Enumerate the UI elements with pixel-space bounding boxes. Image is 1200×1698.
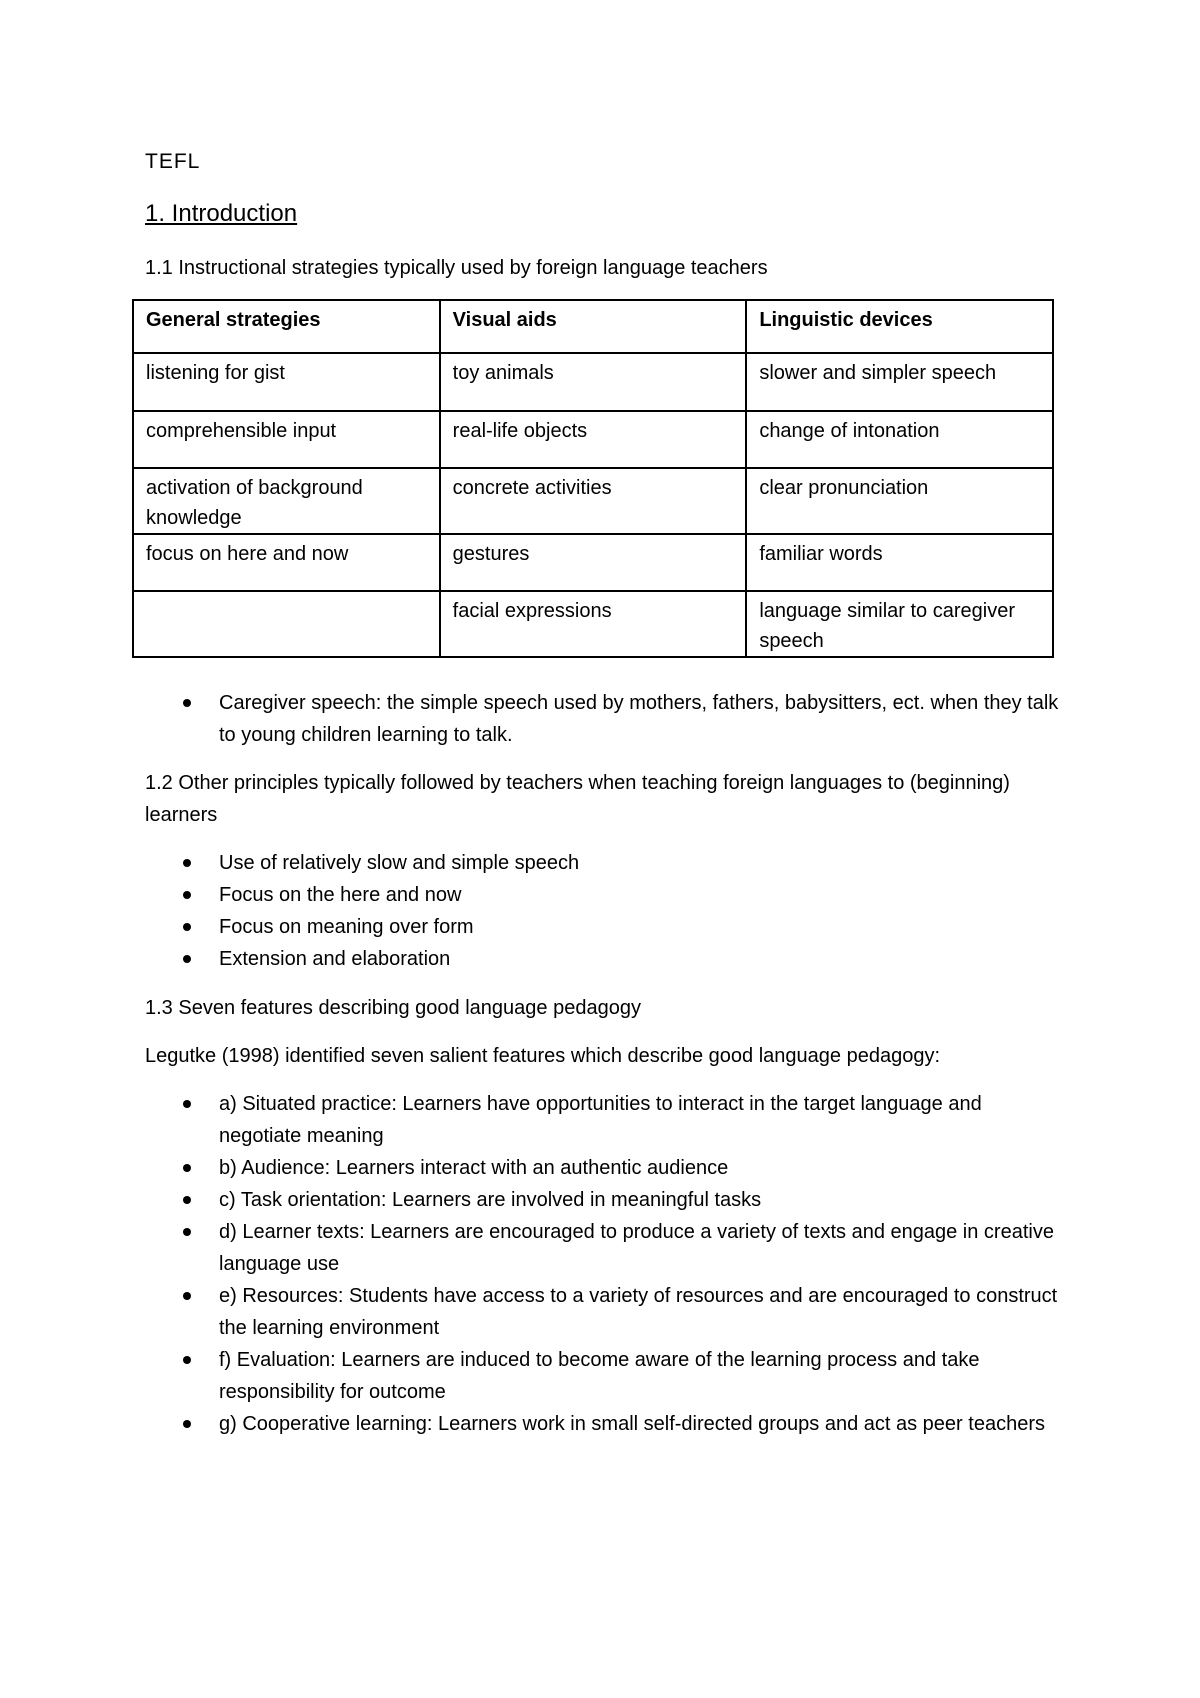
subsection-heading-1-3: 1.3 Seven features describing good language pedagogy <box>145 997 641 1019</box>
table-row <box>133 468 1053 534</box>
list-item <box>145 1152 1065 1184</box>
table-cell: change of intonation <box>746 411 1053 468</box>
pedagogy-intro: Legutke (1998) identified seven salient features which describe good language pedagogy: <box>145 1045 940 1067</box>
section-heading-introduction: 1. Introduction <box>145 200 298 227</box>
document-title: TEFL <box>145 150 201 173</box>
list-item-text: Extension and elaboration <box>219 948 451 970</box>
subsection-heading-1-2: 1.2 Other principles typically followed by teachers when teaching foreign languages to (beginning) learners <box>145 772 1010 826</box>
principles-section <box>145 847 1065 975</box>
list-item <box>145 879 1065 911</box>
list-item <box>145 1280 1065 1344</box>
list-item-text: Use of relatively slow and simple speech <box>219 852 580 874</box>
bullet-icon <box>183 1100 191 1108</box>
table-cell: clear pronunciation <box>746 468 1053 534</box>
bullet-icon <box>183 859 191 867</box>
list-item <box>145 1184 1065 1216</box>
principles-list <box>145 847 1065 975</box>
bullet-icon <box>183 1196 191 1204</box>
list-item-text: Focus on meaning over form <box>219 916 474 938</box>
table-row <box>133 411 1053 468</box>
table-header-cell: Linguistic devices <box>746 300 1053 353</box>
table-cell: language similar to caregiver speech <box>746 591 1053 657</box>
table-cell: listening for gist <box>133 353 440 411</box>
table-cell: focus on here and now <box>133 534 440 591</box>
table-cell: real-life objects <box>440 411 747 468</box>
list-item <box>145 943 1065 975</box>
strategies-table <box>132 299 1054 658</box>
table-cell: toy animals <box>440 353 747 411</box>
list-item-text: f) Evaluation: Learners are induced to become aware of the learning process and take responsibility for outcome <box>219 1349 980 1403</box>
list-item-text: a) Situated practice: Learners have opportunities to interact in the target language and negotiate meaning <box>219 1093 982 1147</box>
caregiver-note <box>145 687 1065 751</box>
table-cell: familiar words <box>746 534 1053 591</box>
list-item-text: c) Task orientation: Learners are involved in meaningful tasks <box>219 1189 762 1211</box>
subsection-heading-1-1: 1.1 Instructional strategies typically used by foreign language teachers <box>145 257 768 279</box>
bullet-icon <box>183 923 191 931</box>
table-cell: gestures <box>440 534 747 591</box>
table-cell <box>133 591 440 657</box>
list-item <box>145 1344 1065 1408</box>
table-row <box>133 353 1053 411</box>
pedagogy-features-list <box>145 1088 1065 1440</box>
bullet-icon <box>183 1356 191 1364</box>
bullet-icon <box>183 699 191 707</box>
bullet-icon <box>183 891 191 899</box>
table-cell: facial expressions <box>440 591 747 657</box>
list-item-text: Caregiver speech: the simple speech used by mothers, fathers, babysitters, ect. when they talk to young children learning to talk. <box>219 692 1059 746</box>
bullet-icon <box>183 1164 191 1172</box>
document-page <box>145 0 1065 1698</box>
list-item-text: d) Learner texts: Learners are encouraged to produce a variety of texts and engage in creative language use <box>219 1221 1054 1275</box>
list-item-text: b) Audience: Learners interact with an authentic audience <box>219 1157 729 1179</box>
list-item <box>145 1216 1065 1280</box>
list-item <box>145 911 1065 943</box>
table-row <box>133 591 1053 657</box>
bullet-icon <box>183 1228 191 1236</box>
table-header-cell: General strategies <box>133 300 440 353</box>
list-item-text: e) Resources: Students have access to a variety of resources and are encouraged to construct the learning environment <box>219 1285 1058 1339</box>
bullet-icon <box>183 955 191 963</box>
table-cell: comprehensible input <box>133 411 440 468</box>
bullet-icon <box>183 1420 191 1428</box>
table-header-row <box>133 300 1053 353</box>
table-cell: concrete activities <box>440 468 747 534</box>
list-item <box>145 687 1065 751</box>
list-item <box>145 1408 1065 1440</box>
list-item <box>145 1088 1065 1152</box>
caregiver-note-list <box>145 687 1065 751</box>
table-row <box>133 534 1053 591</box>
list-item <box>145 847 1065 879</box>
table-cell: activation of background knowledge <box>133 468 440 534</box>
bullet-icon <box>183 1292 191 1300</box>
list-item-text: g) Cooperative learning: Learners work in small self-directed groups and act as peer teachers <box>219 1413 1045 1435</box>
table-header-cell: Visual aids <box>440 300 747 353</box>
table-cell: slower and simpler speech <box>746 353 1053 411</box>
list-item-text: Focus on the here and now <box>219 884 462 906</box>
pedagogy-features-section <box>145 1088 1065 1440</box>
